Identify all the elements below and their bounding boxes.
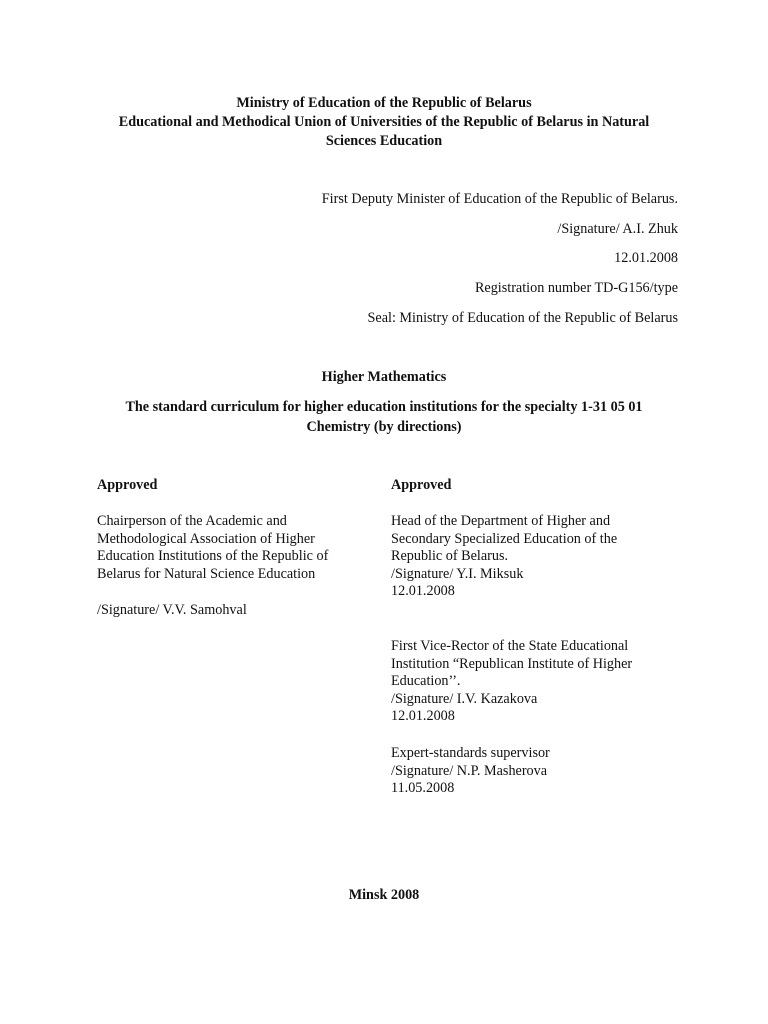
left-position-line: Education Institutions of the Republic of	[97, 548, 329, 565]
union-title-line2: Sciences Education	[325, 133, 443, 149]
right-signature: /Signature/ Y.I. Miksuk	[391, 565, 524, 582]
approval-signature: /Signature/ A.I. Zhuk	[557, 221, 678, 237]
place-year: Minsk 2008	[348, 887, 420, 903]
right-approver-block-1	[391, 513, 661, 601]
right-position-line: Head of the Department of Higher and	[391, 513, 611, 529]
approval-date: 12.01.2008	[614, 250, 678, 266]
left-approver-position	[97, 513, 357, 583]
right-approver-block-3	[391, 745, 661, 798]
right-date: 12.01.2008	[391, 583, 455, 600]
right-signature: /Signature/ N.P. Masherova	[391, 762, 548, 779]
union-title-line1: Educational and Methodical Union of Universities of the Republic of Belarus in Natural	[118, 114, 650, 130]
subject-title: Higher Mathematics	[321, 369, 447, 385]
right-position-line: Education’’.	[391, 673, 461, 690]
curriculum-title-line2: Chemistry (by directions)	[306, 418, 462, 435]
right-position-line: Secondary Specialized Education of the	[391, 530, 618, 547]
registration-number: Registration number TD-G156/type	[474, 280, 678, 296]
right-date: 12.01.2008	[391, 708, 455, 725]
right-position-line: First Vice-Rector of the State Educational	[391, 638, 629, 654]
right-approved-heading: Approved	[391, 477, 452, 493]
curriculum-title	[100, 398, 668, 437]
curriculum-title-line1: The standard curriculum for higher education institutions for the specialty 1-31 05 01	[125, 399, 643, 415]
left-signature: /Signature/ V.V. Samohval	[97, 602, 247, 618]
right-approver-block-2	[391, 638, 661, 726]
left-position-line: Belarus for Natural Science Education	[97, 565, 316, 582]
ministry-title: Ministry of Education of the Republic of Belarus	[236, 95, 532, 111]
document-header	[60, 94, 708, 151]
left-approved-heading: Approved	[97, 477, 158, 493]
seal-text: Seal: Ministry of Education of the Republic of Belarus	[367, 310, 678, 326]
left-position-line: Methodological Association of Higher	[97, 530, 315, 547]
right-position-line: Institution “Republican Institute of Higher	[391, 655, 633, 672]
right-position-line: Republic of Belarus.	[391, 548, 509, 565]
left-position-line: Chairperson of the Academic and	[97, 513, 287, 529]
right-signature: /Signature/ I.V. Kazakova	[391, 690, 538, 707]
right-position-line: Expert-standards supervisor	[391, 745, 550, 761]
approval-position: First Deputy Minister of Education of the Republic of Belarus.	[321, 191, 678, 207]
right-date: 11.05.2008	[391, 780, 455, 797]
